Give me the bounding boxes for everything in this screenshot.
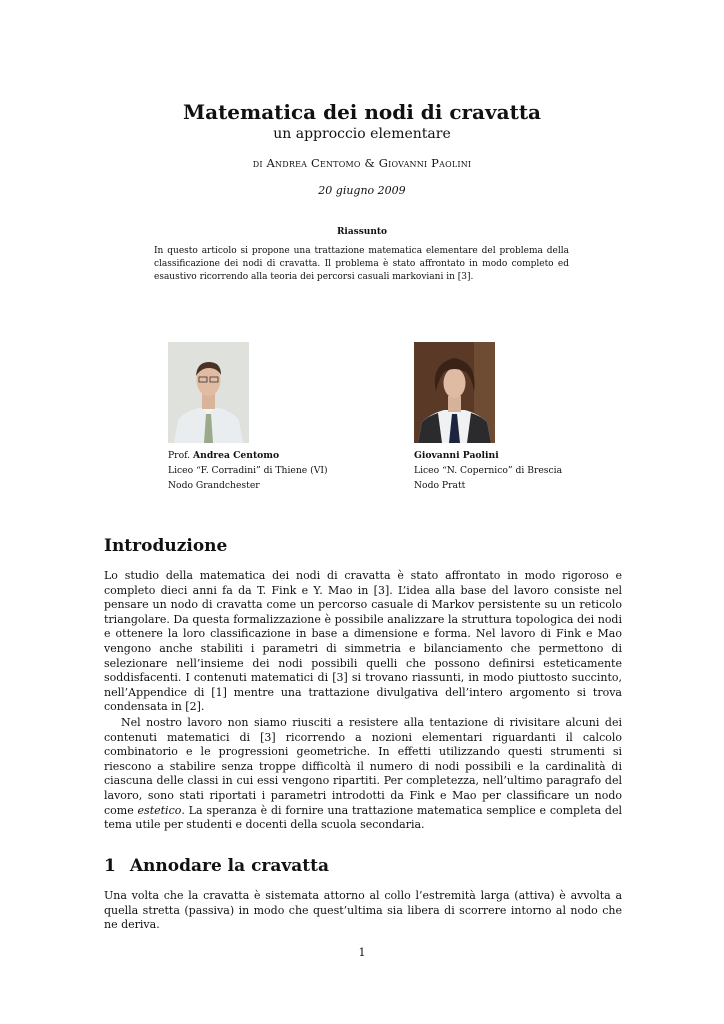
author-caption-paolini [414,448,634,493]
author-prefix: Prof. [168,450,191,461]
intro-paragraph-2 [104,716,622,833]
paper-date: 20 giugno 2009 [318,184,406,197]
author-knot: Nodo Pratt [414,480,466,491]
section-heading-intro: Introduzione [104,536,228,556]
section-title: Annodare la cravatta [129,856,330,876]
author-photo-centomo [168,342,249,443]
author-knot: Nodo Grandchester [168,480,260,491]
intro-paragraph-2-emphasis: estetico [137,803,182,817]
intro-paragraph-1: Lo studio della matematica dei nodi di cravatta è stato affrontato in modo rigoroso e completo dieci anni fa da T. Fink e Y. Mao in [3]. L’idea alla base del lavoro consiste nel pensare un nodo di cravatta come un percorso casuale di Markov persistente su un reticolo triangolare. Da questa formalizzazione è possibile analizzare la struttura topologica dei nodi e ottenere la loro classificazione in base a dimensione e forma. Nel lavoro di Fink e Mao vengono anche stabiliti i parametri di simmetria e bilanciamento che permettono di selezionare nell’insieme dei nodi possibili quelli che possono definirsi esteticamente soddisfacenti. I contenuti matematici di [3] si trovano riassunti, in modo piuttosto succinto, nell’Appendice di [1] mentre una trattazione divulgativa dell’intero argomento si trova condensata in [2]. [104,569,622,714]
page-number: 1 [358,946,366,959]
author-name: Giovanni Paolini [414,450,499,461]
paper-title: Matematica dei nodi di cravatta [182,100,542,124]
intro-paragraph-2-text-end: . La speranza è di fornire una trattazione matematica semplice e completa del tema utile per studenti e docenti della scuola secondaria. [104,803,622,832]
author-school: Liceo “F. Corradini” di Thiene (VI) [168,465,328,476]
author-name: Andrea Centomo [193,450,280,461]
abstract-heading: Riassunto [336,227,388,237]
paper-subtitle: un approccio elementare [273,126,451,142]
author-caption-centomo [168,448,388,493]
section-heading-1 [104,856,329,876]
section1-paragraph-1: Una volta che la cravatta è sistemata attorno al collo l’estremità larga (attiva) è avvolta a quella stretta (passiva) in modo che quest’ultima sia libera di scorrere intorno al nodo che ne deriva. [104,889,622,932]
section-number: 1 [104,856,116,876]
abstract-text: In questo articolo si propone una trattazione matematica elementare del problema della classificazione dei nodi di cravatta. Il problema è stato affrontato in modo completo ed esaustivo ricorrendo alla teoria dei percorsi casuali markoviani in [3]. [154,246,569,282]
intro-paragraph-2-text: Nel nostro lavoro non siamo riusciti a resistere alla tentazione di rivisitare alcuni dei contenuti matematici di [3] ricorrendo a nozioni elementari riguardanti il calcolo combinatorio e le progressioni geometriche. In effetti utilizzando questi strumenti si riescono a stabilire senza troppe difficoltà il numero di nodi possibili e la cardinalità di ciascuna delle classi in cui essi vengono ripartiti. Per completezza, nell’ultimo paragrafo del lavoro, sono stati riportati i parametri introdotti da Fink e Mao per classificare un nodo come [104,716,622,817]
author-school: Liceo “N. Copernico” di Brescia [414,465,563,476]
author-photo-paolini [414,342,495,443]
author-line: di Andrea Centomo & Giovanni Paolini [252,156,472,170]
